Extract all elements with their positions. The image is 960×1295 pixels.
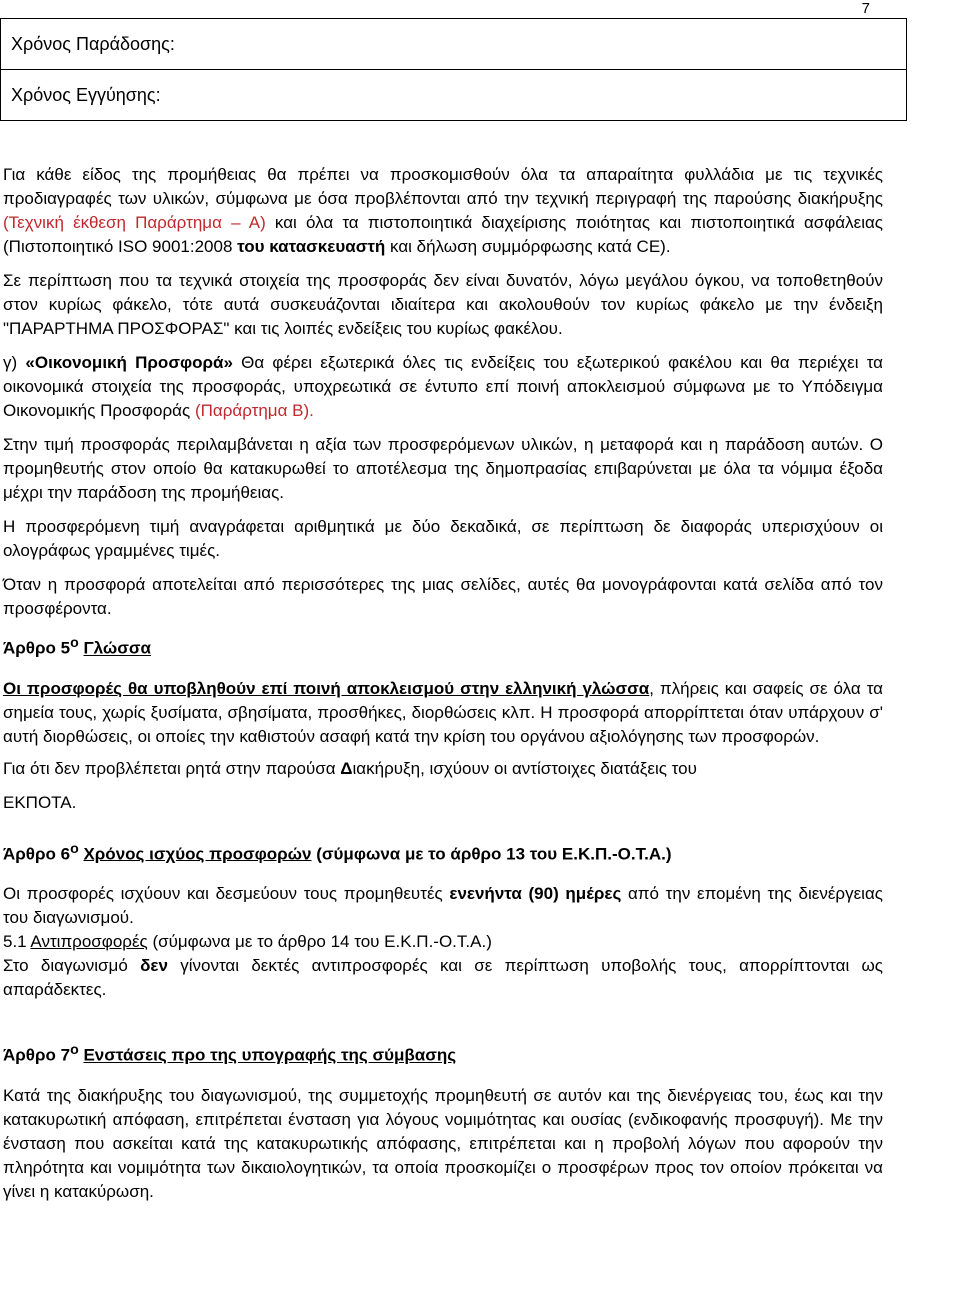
paragraph-annex-envelope: Σε περίπτωση που τα τεχνικά στοιχεία της προσφοράς δεν είναι δυνατόν, λόγω μεγάλου όγκου, να τοποθετηθούν στον κυρίως φάκελο, τότε αυτά συσκευάζονται ιδιαίτερα και ακολουθούν τον κυρίως φάκελο με την ένδειξη "ΠΑΡΑΡΤΗΜΑ ΠΡΟΣΦΟΡΑΣ" και τις λοιπές ενδείξεις του κυρίως φακέλου. [3,271,883,338]
article-7-heading [3,1038,883,1068]
bold-text: Δ [340,758,353,778]
article-title: Χρόνος ισχύος προσφορών [83,844,312,864]
annex-b-reference: (Παράρτημα Β). [194,401,314,420]
text: γ) [3,353,26,372]
bold-text: του κατασκευαστή [237,237,386,256]
text: (σύμφωνα με το άρθρο 14 του Ε.Κ.Π.-Ο.Τ.Α.) [147,932,492,952]
text: και όλα τα πιστοποιητικά διαχείρισης ποιότητας και πιστοποιητικά ασφάλειας (Πιστοποιητικό ISO 9001:2008 [3,213,884,256]
delivery-time-field: Χρόνος Παράδοσης: [1,19,907,70]
section-number: 5.1 [3,932,31,952]
paragraph-page-initials: Όταν η προσφορά αποτελείται από περισσότερες της μιας σελίδες, αυτές θα μονογράφονται κατά σελίδα από τον προσφέροντα. [3,575,883,618]
article-5-heading [3,631,883,661]
text: Θα φέρει εξωτερικά όλες τις ενδείξεις του εξωτερικού φακέλου και θα περιέχει τα οικονομικά στοιχεία της προσφοράς, υποχρεωτικά σε έντυπο επί ποινή αποκλεισμού σύμφωνα με το Υπόδειγμα Οικονομικής Προσφοράς [3,353,883,420]
paragraph-validity [3,882,883,930]
validity-period: ενενήντα (90) ημέρες [449,884,622,904]
article-label: Άρθρο 6 [3,844,71,864]
text: από την επομένη της διενέργειας του διαγωνισμού. [3,884,883,928]
article-title: Ενστάσεις προ της υπογραφής της σύμβασης [83,1045,457,1065]
article-title: Γλώσσα [83,638,151,658]
paragraph-objections: Κατά της διακήρυξης του διαγωνισμού, της συμμετοχής προμηθευτή σε αυτόν και της διενέργειας του, έως και την κατακυρωτική απόφαση, επιτρέπεται ένσταση για λόγους νομιμότητας και ουσίας (ενδικοφανής προσφυγή). Με την ένσταση που ασκείται κατά της κατακυρωτικής απόφασης, επιτρέπεται και η προβολή λόγων που αφορούν την πληρότητα και νομιμότητα των δικαιολογητικών, τα οποία προσκομίζει ο προσφέρων προς τον οποίον πρόκειται να γίνει η κατακύρωση. [3,1085,883,1201]
paragraph-language [3,677,883,749]
language-requirement: Οι προσφορές θα υποβληθούν επί ποινή αποκλεισμού στην ελληνική γλώσσα [3,678,650,698]
warranty-time-field: Χρόνος Εγγύησης: [1,70,907,121]
annex-a-reference: (Τεχνική έκθεση Παράρτημα – Α) [3,213,266,232]
article-label: Άρθρο 7 [3,1045,71,1065]
financial-offer-title: «Οικονομική Προσφορά» [25,353,233,372]
paragraph-price-decimals: Η προσφερόμενη τιμή αναγράφεται αριθμητικά με δύο δεκαδικά, σε περίπτωση δε διαφοράς υπερισχύουν οι ολογράφως γραμμένες τιμές. [3,517,883,560]
delivery-warranty-table [0,18,907,121]
bold-text: δεν [140,956,168,976]
text: Οι προσφορές ισχύουν και δεσμεύουν τους προμηθευτές [3,884,450,904]
counter-offers-title: Αντιπροσφορές [30,932,148,952]
text: Στο διαγωνισμό [3,956,141,976]
text: ιακήρυξη, ισχύουν οι αντίστοιχες διατάξεις του [352,758,697,778]
text: γίνονται δεκτές αντιπροσφορές και σε περίπτωση υποβολής τους, απορρίπτονται ως απαράδεκτες. [3,956,883,1000]
document-body [3,163,883,1204]
paragraph-other-provisions [3,757,883,781]
paragraph-financial-offer [3,351,883,423]
text: Για ότι δεν προβλέπεται ρητά στην παρούσα [3,758,341,778]
page-number: 7 [861,0,870,17]
paragraph-price-includes: Στην τιμή προσφοράς περιλαμβάνεται η αξία των προσφερόμενων υλικών, η μεταφορά και η παράδοση αυτών. Ο προμηθευτής στον οποίο θα κατακυρωθεί το αποτέλεσμα της δημοπρασίας επιβαρύνεται με όλα τα νόμιμα έξοδα μέχρι την παράδοση της προμήθειας. [3,435,883,502]
paragraph-counter-offers-heading [3,930,883,954]
paragraph-ekpota: ΕΚΠΟΤΑ. [3,792,77,812]
paragraph-counter-offers [3,954,883,1002]
article-subtitle: (σύμφωνα με το άρθρο 13 του Ε.Κ.Π.-Ο.Τ.Α.) [311,844,672,864]
article-label: Άρθρο 5 [3,638,71,658]
ordinal-sup: ο [70,840,79,857]
ordinal-sup: ο [70,635,79,651]
paragraph-technical-docs [3,163,883,259]
text: , πλήρεις και σαφείς σε όλα τα σημεία τους, χωρίς ξυσίματα, σβησίματα, προσθήκες, διορθώσεις κλπ. Η προσφορά απορρίπτεται όταν υπάρχουν σ' αυτή διορθώσεις, οι οποίες την καθιστούν ασαφή κατά την κρίση του οργάνου αξιολόγησης των προσφορών. [3,678,883,746]
text: και δήλωση συμμόρφωσης κατά CE). [385,237,671,256]
text: Για κάθε είδος της προμήθειας θα πρέπει να προσκομισθούν όλα τα απαραίτητα φυλλάδια με τις τεχνικές προδιαγραφές των υλικών, σύμφωνα με όσα προβλέπονται από την τεχνική περιγραφή της παρούσης διακήρυξης [3,165,883,208]
article-6-heading [3,837,883,867]
ordinal-sup: ο [70,1042,79,1059]
